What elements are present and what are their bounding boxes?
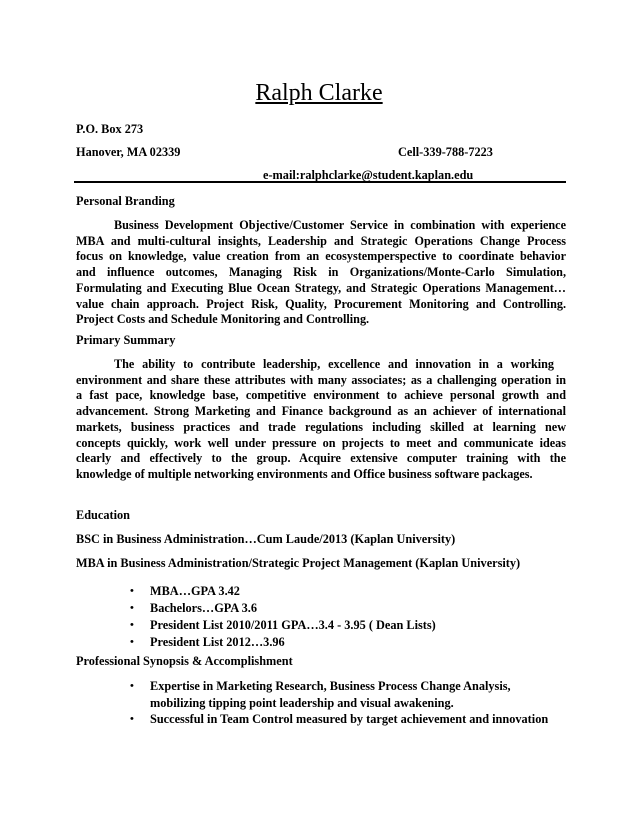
bullet-icon: •	[130, 636, 134, 648]
professional-heading: Professional Synopsis & Accomplishment	[76, 654, 293, 668]
summary-line: The ability to contribute leadership, excellence and innovation in a working	[114, 357, 554, 371]
list-item: • Bachelors…GPA 3.6	[130, 601, 258, 615]
primary-summary-heading: Primary Summary	[76, 333, 176, 347]
cell-phone: Cell-339-788-7223	[398, 145, 493, 159]
list-item: • Expertise in Marketing Research, Business Process Change Analysis, mobilizing tipping point leadership and visual awakening.	[130, 679, 511, 710]
header-divider	[74, 181, 566, 183]
branding-line: and influence outcomes, Managing Risk in Organizations/Monte-Carlo Simulation,	[76, 265, 566, 280]
resume-name: Ralph Clarke	[255, 80, 383, 106]
branding-line: Business Development Objective/Customer Service in combination with experience	[114, 218, 566, 232]
summary-line: clearly and effectively to the group. Acquire extensive computer training with the	[76, 451, 566, 466]
summary-line: markets, business practices and trade regulations including skilled at learning new	[76, 419, 566, 434]
bullet-icon: •	[130, 680, 134, 692]
branding-line: MBA and multi-cultural insights, Leadership and Strategic Operations Change Process	[76, 233, 566, 248]
bullet-icon: •	[130, 602, 134, 614]
branding-line: focus on knowledge, value creation from an ecosystemperspective to coordinate behavior	[76, 249, 566, 264]
branding-line: value chain approach. Project Risk, Quality, Procurement Monitoring and Controlling.	[76, 296, 566, 311]
branding-line: Formulating and Executing Blue Ocean Strategy, and Strategic Operations Management…	[76, 280, 566, 295]
bullet-icon: •	[130, 585, 134, 597]
summary-line: knowledge of multiple networking environments and Office business software packages.	[76, 466, 533, 481]
summary-line: concepts quickly, work well under pressure on projects to meet and communicate ideas	[76, 435, 566, 450]
bullet-icon: •	[130, 713, 134, 725]
list-item: • Successful in Team Control measured by target achievement and innovation	[130, 712, 549, 726]
education-list	[126, 583, 436, 651]
professional-list	[126, 678, 548, 728]
city-state-zip: Hanover, MA 02339	[76, 145, 181, 159]
email: e-mail:ralphclarke@student.kaplan.edu	[263, 168, 474, 182]
summary-line: a fast pace, knowledge base, competitive environment to achieve personal growth and	[76, 388, 566, 403]
primary-summary-paragraph	[76, 357, 566, 483]
personal-branding-paragraph	[76, 218, 566, 328]
list-item: • President List 2010/2011 GPA…3.4 - 3.95 ( Dean Lists)	[130, 618, 436, 632]
education-mba: MBA in Business Administration/Strategic Project Management (Kaplan University)	[76, 556, 521, 570]
bullet-icon: •	[130, 619, 134, 631]
list-item: • MBA…GPA 3.42	[130, 584, 240, 598]
po-box: P.O. Box 273	[76, 122, 144, 136]
branding-line: Project Costs and Schedule Monitoring and Controlling.	[76, 312, 370, 327]
summary-line: advancement. Strong Marketing and Finance background as an achiever of international	[76, 404, 566, 419]
education-bsc: BSC in Business Administration…Cum Laude/2013 (Kaplan University)	[76, 532, 456, 546]
summary-line: environment and share these attributes with many associates; as a challenging operation in	[76, 372, 566, 387]
education-heading: Education	[76, 508, 130, 522]
personal-branding-heading: Personal Branding	[76, 194, 175, 208]
list-item: • President List 2012…3.96	[130, 635, 285, 649]
